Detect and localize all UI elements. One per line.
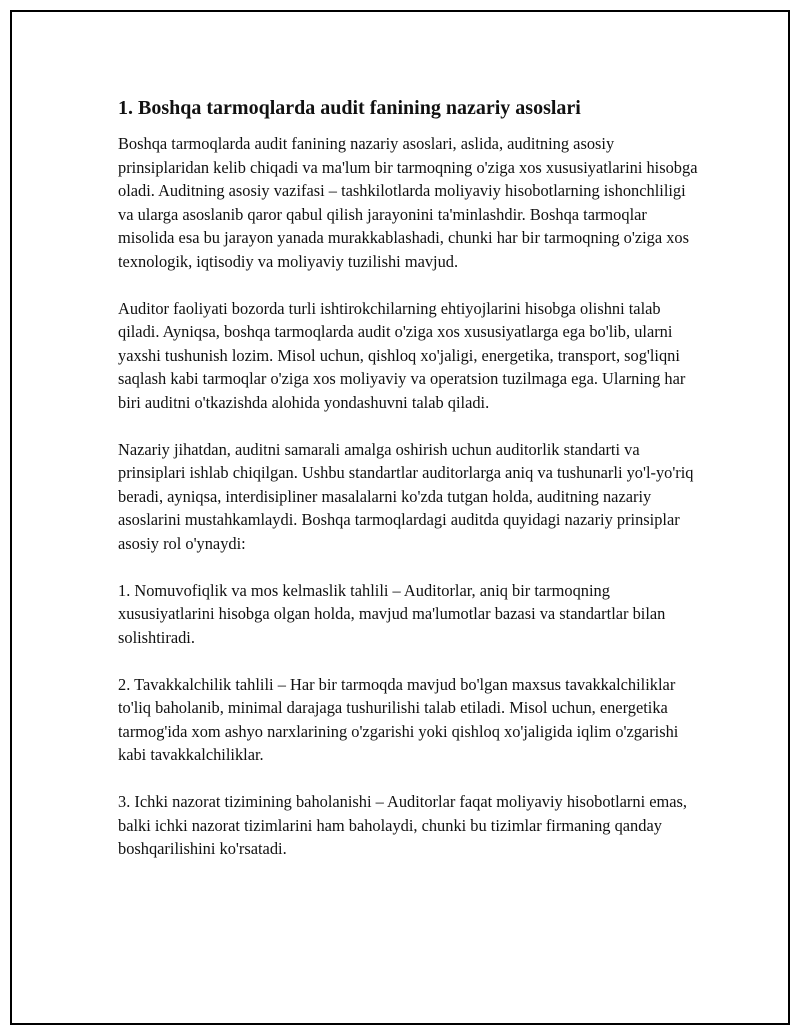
paragraph-intro: Boshqa tarmoqlarda audit fanining nazariy asoslari, aslida, auditning asosiy prinsiplaridan kelib chiqadi va ma'lum bir tarmoqning o'ziga xos xususiyatlarini hisobga oladi. Auditning asosiy vazifasi – tashkilotlarda moliyaviy hisobotlarning ishonchliligi va ularga asoslanib qaror qabul qilish jarayonini ta'minlashdir. Boshqa tarmoqlar misolida esa bu jarayon yanada murakkablashadi, chunki har bir tarmoqning o'ziga xos texnologik, iqtisodiy va moliyaviy tuzilishi mavjud.: [118, 134, 698, 271]
document-title: 1. Boshqa tarmoqlarda audit fanining nazariy asoslari: [118, 97, 581, 119]
list-item-internal-control: 3. Ichki nazorat tizimining baholanishi – Auditorlar faqat moliyaviy hisobotlarni emas, balki ichki nazorat tizimlarini ham baholaydi, chunki bu tizimlar firmaning qanday boshqarilishini ko'rsatadi.: [118, 792, 687, 858]
document-page: [10, 10, 790, 1025]
list-item-nonconformity: 1. Nomuvofiqlik va mos kelmaslik tahlili – Auditorlar, aniq bir tarmoqning xususiyatlarini hisobga olgan holda, mavjud ma'lumotlar bazasi va standartlar bilan solishtiradi.: [118, 580, 666, 647]
document-content: [118, 96, 698, 861]
paragraph-auditor-activity: Auditor faoliyati bozorda turli ishtirokchilarning ehtiyojlarini hisobga olishni talab qiladi. Ayniqsa, boshqa tarmoqlarda audit o'ziga xos xususiyatlarga ega bo'lib, ularni yaxshi tushunish lozim. Misol uchun, qishloq xo'jaligi, energetika, transport, sog'liqni saqlash kabi tarmoqlar o'ziga xos moliyaviy va operatsion tuzilmaga ega. Ularning har biri auditni o'tkazishda alohida yondashuvni talab qiladi.: [118, 298, 686, 412]
paragraph-theory: Nazariy jihatdan, auditni samarali amalga oshirish uchun auditorlik standarti va prinsiplari ishlab chiqilgan. Ushbu standartlar auditorlarga aniq va tushunarli yo'l-yo'riq beradi, ayniqsa, interdisipliner masalalarni ko'zda tutgan holda, auditning nazariy asoslarini mustahkamlaydi. Boshqa tarmoqlardagi auditda quyidagi nazariy prinsiplar asosiy rol o'ynaydi:: [118, 439, 694, 553]
list-item-risk-analysis: 2. Tavakkalchilik tahlili – Har bir tarmoqda mavjud bo'lgan maxsus tavakkalchiliklar to'liq baholanib, minimal darajaga tushurilishi talab etiladi. Misol uchun, energetika tarmog'ida xom ashyo narxlarining o'zgarishi yoki qishloq xo'jaligida iqlim o'zgarishi kabi tavakkalchiliklar.: [118, 674, 679, 764]
